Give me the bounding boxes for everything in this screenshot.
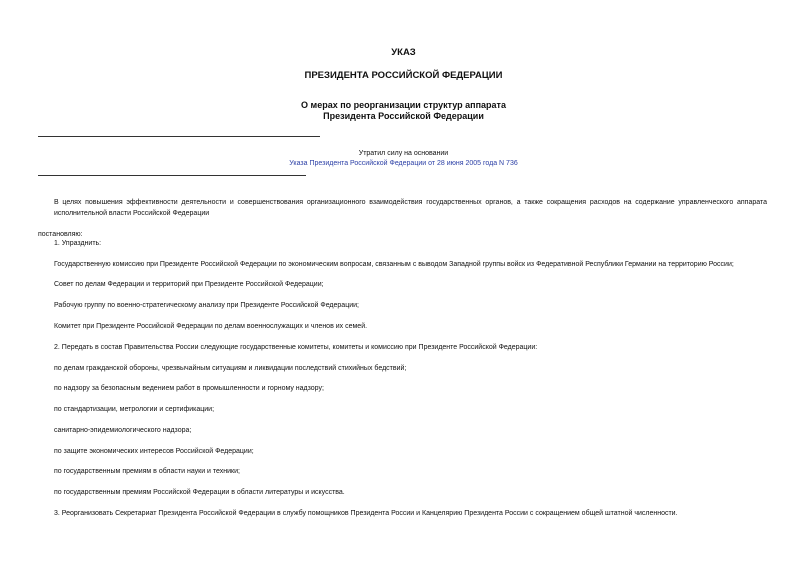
item-2-g: по государственным премиям Российской Федерации в области литературы и искусства. bbox=[54, 489, 345, 496]
item-1-b: Совет по делам Федерации и территорий при Президенте Российской Федерации; bbox=[54, 281, 324, 288]
document-subject-line-2: Президента Российской Федерации bbox=[323, 111, 484, 121]
item-2: 2. Передать в состав Правительства России следующие государственные комитеты, комитеты и комиссию при Президенте Российской Федерации: bbox=[54, 344, 538, 351]
preamble-paragraph bbox=[54, 197, 767, 219]
preamble-text: В целях повышения эффективности деятельности и совершенствования организационного взаимодействия государственных органов, а также сокращения расходов на содержание управленческого аппарата исполнительной власти Российской Федерации bbox=[54, 199, 767, 217]
item-2-e: по защите экономических интересов Российской Федерации; bbox=[54, 448, 254, 455]
status-note: Утратил силу на основании bbox=[358, 150, 449, 157]
item-1-c: Рабочую группу по военно-стратегическому анализу при Президенте Российской Федерации; bbox=[54, 302, 359, 309]
item-2-c: по стандартизации, метрологии и сертификации; bbox=[54, 406, 215, 413]
item-1-d: Комитет при Президенте Российской Федерации по делам военнослужащих и членов их семей. bbox=[54, 323, 368, 330]
item-2-f: по государственным премиям в области науки и техники; bbox=[54, 468, 240, 475]
decree-word: постановляю: bbox=[38, 231, 83, 238]
document-title: УКАЗ bbox=[391, 47, 416, 58]
item-2-d: санитарно-эпидемиологического надзора; bbox=[54, 427, 192, 434]
repeal-decree-link[interactable]: Указа Президента Российской Федерации от 28 июня 2005 года N 736 bbox=[289, 160, 518, 167]
status-divider bbox=[38, 175, 306, 176]
item-1: 1. Упразднить: bbox=[54, 240, 102, 247]
header-divider bbox=[38, 136, 320, 137]
document-subject-line-1: О мерах по реорганизации структур аппарата bbox=[301, 100, 506, 110]
item-1-a: Государственную комиссию при Президенте Российской Федерации по экономическим вопросам, связанным с выводом Западной группы войск из Федеративной Республики Германии на территорию России; bbox=[54, 261, 734, 268]
document-issuer: ПРЕЗИДЕНТА РОССИЙСКОЙ ФЕДЕРАЦИИ bbox=[304, 70, 503, 81]
item-2-a: по делам гражданской обороны, чрезвычайным ситуациям и ликвидации последствий стихийных бедствий; bbox=[54, 365, 407, 372]
item-3: 3. Реорганизовать Секретариат Президента Российской Федерации в службу помощников Президента России и Канцелярию Президента России с сокращением общей штатной численности. bbox=[54, 510, 678, 517]
item-2-b: по надзору за безопасным ведением работ в промышленности и горному надзору; bbox=[54, 385, 324, 392]
